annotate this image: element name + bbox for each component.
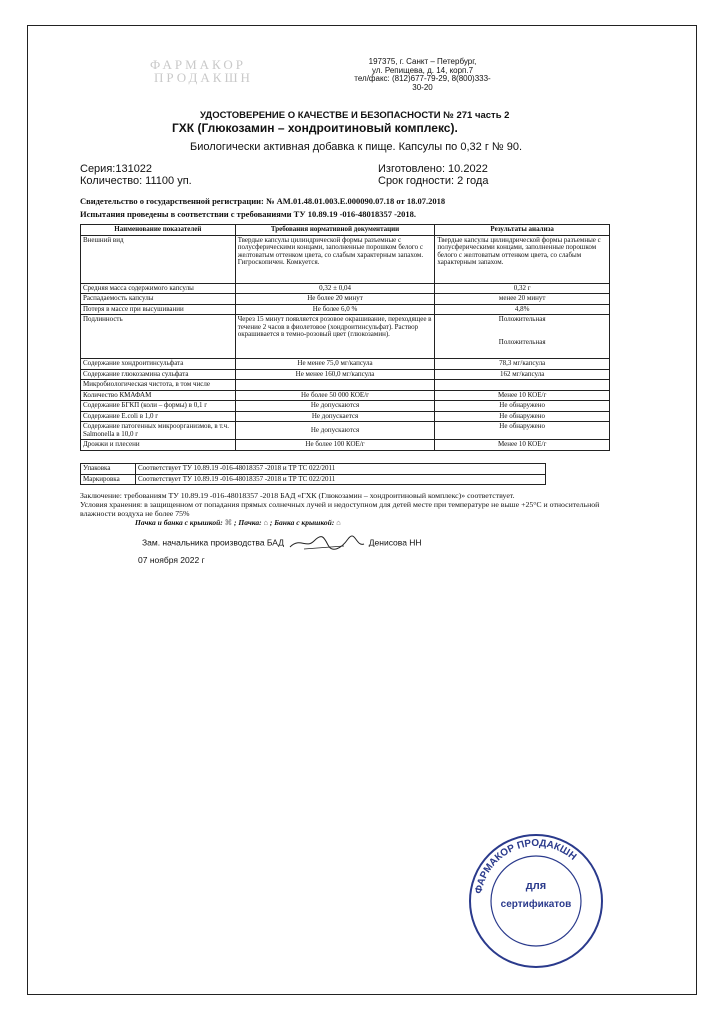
packaging-table xyxy=(80,463,546,485)
header-requirements: Требования нормативной документации xyxy=(235,225,435,236)
address-line: тел/факс: (812)677-79-29, 8(800)333- xyxy=(354,74,491,83)
cell-requirement: Не более 50 000 КОЕ/г xyxy=(235,390,435,401)
cell-indicator: Содержание глюкозамина сульфата xyxy=(81,369,236,380)
cell-indicator: Распадаемость капсулы xyxy=(81,294,236,305)
mark-icon: ⌂ xyxy=(336,518,341,527)
cell-requirement: Не более 20 минут xyxy=(235,294,435,305)
logo-line-2: ПРОДАКШН xyxy=(154,70,253,85)
cell-requirement: Не менее 75,0 мг/капсула xyxy=(235,359,435,370)
shelf-life: Срок годности: 2 года xyxy=(378,175,489,187)
cell-result: 0,32 г xyxy=(435,283,610,294)
stamp-ring-text: ФАРМАКОР ПРОДАКШН xyxy=(473,837,579,895)
cell-requirement: Не допускаются xyxy=(235,401,435,412)
cell-value: Соответствует ТУ 10.89.19 -016-48018357 -2018 и ТР ТС 022/2011 xyxy=(136,464,546,475)
storage-conditions: Условия хранения: в защищенном от попадания прямых солнечных лучей и недоступном для детей месте при температуре не выше +25°С и относительной влажности воздуха не более 75% xyxy=(80,500,600,518)
address-line: 197375, г. Санкт – Петербург, xyxy=(368,57,477,66)
cell-result: 162 мг/капсула xyxy=(435,369,610,380)
cell-indicator: Содержание патогенных микроорганизмов, в т.ч. Salmonella в 10,0 г xyxy=(81,422,236,440)
cell-result: Не обнаружено xyxy=(435,401,610,412)
table-row xyxy=(81,369,610,380)
cell-indicator: Содержание хондроитинсульфата xyxy=(81,359,236,370)
cell-label: Маркировка xyxy=(81,474,136,485)
table-row xyxy=(81,294,610,305)
cell-indicator: Количество КМАФАМ xyxy=(81,390,236,401)
company-stamp xyxy=(466,831,606,971)
table-row xyxy=(81,380,610,391)
cell-indicator: Микробиологическая чистота, в том числе xyxy=(81,380,236,391)
cell-result xyxy=(435,380,610,391)
conclusion-text: Заключение: требованиям ТУ 10.89.19 -016-48018357 -2018 БАД «ГХК (Глюкозамин – хондроитиновый комплекс)» соответствует. xyxy=(80,491,515,500)
cell-requirement: Не допускается xyxy=(235,411,435,422)
cell-requirement: Твердые капсулы цилиндрической формы разъемные с полусферическими концами, заполненные порошком белого с желтоватым оттенком цвета, со слабым характерным запахом. Гигроскопичен. Комкуется. xyxy=(235,235,435,283)
table-row xyxy=(81,440,610,451)
cell-result: менее 20 минут xyxy=(435,294,610,305)
table-row xyxy=(81,422,610,440)
packaging-seals-line xyxy=(135,518,341,527)
cell-result: Менее 10 КОЕ/г xyxy=(435,440,610,451)
cell-result: 4,8% xyxy=(435,304,610,315)
cell-indicator: Содержание E.coli в 1,0 г xyxy=(81,411,236,422)
table-row xyxy=(81,411,610,422)
cell-indicator: Содержание БГКП (коли – формы) в 0,1 г xyxy=(81,401,236,412)
conclusion xyxy=(80,491,615,518)
address-line: 30-20 xyxy=(412,82,433,92)
cell-requirement xyxy=(235,380,435,391)
cell-indicator: Подлинность xyxy=(81,315,236,359)
table-row xyxy=(81,304,610,315)
cell-result: Менее 10 КОЕ/г xyxy=(435,390,610,401)
stamp-line-2: сертификатов xyxy=(500,899,572,910)
handwritten-signature xyxy=(286,535,366,551)
table-row xyxy=(81,359,610,370)
table-row xyxy=(81,390,610,401)
mark-icon: ⌘ xyxy=(224,518,234,527)
cell-indicator: Дрожжи и плесени xyxy=(81,440,236,451)
cell-indicator: Потеря в массе при высушивании xyxy=(81,304,236,315)
cell-requirement: Не более 100 КОЕ/г xyxy=(235,440,435,451)
cell-requirement: Не менее 160,0 мг/капсула xyxy=(235,369,435,380)
table-row xyxy=(81,235,610,283)
signature-date: 07 ноября 2022 г xyxy=(138,555,205,565)
signer-position: Зам. начальника производства БАД xyxy=(142,537,285,548)
address-line: ул. Репищева, д. 14, корп.7 xyxy=(371,65,474,75)
table-row xyxy=(81,474,546,485)
product-subtitle: Биологически активная добавка к пище. Капсулы по 0,32 г № 90. xyxy=(190,141,523,153)
cell-label: Упаковка xyxy=(81,464,136,475)
header-indicator: Наименование показателей xyxy=(81,225,236,236)
cell-result: Твердые капсулы цилиндрической формы разъемные с полусферическими концами, заполненные порошком белого с желтоватым оттенком цвета, со слабым характерным запахом. xyxy=(435,235,610,283)
quantity: Количество: 11100 уп. xyxy=(80,175,192,187)
company-logo xyxy=(150,58,253,84)
stamp-line-1: для xyxy=(525,880,547,892)
cell-requirement: 0,32 ± 0,04 xyxy=(235,283,435,294)
analysis-table xyxy=(80,224,610,451)
table-row xyxy=(81,283,610,294)
mark-icon: ⌂ xyxy=(263,518,270,527)
cell-result: Положительная Положительная xyxy=(435,315,610,359)
cell-indicator: Внешний вид xyxy=(81,235,236,283)
cell-requirement: Не допускаются xyxy=(235,422,435,440)
tests-line: Испытания проведены в соответствии с требованиями ТУ 10.89.19 -016-48018357 -2018. xyxy=(80,209,417,219)
table-row xyxy=(81,315,610,359)
cell-result: 78,3 мг/капсула xyxy=(435,359,610,370)
cell-requirement: Не более 6,0 % xyxy=(235,304,435,315)
certificate-title: УДОСТОВЕРЕНИЕ О КАЧЕСТВЕ И БЕЗОПАСНОСТИ № 271 часть 2 xyxy=(200,110,510,121)
seal-label-b: ; Пачка: xyxy=(234,518,262,527)
table-header-row xyxy=(81,225,610,236)
cell-requirement: Через 15 минут появляется розовое окрашивание, переходящее в течение 2 часов в фиолетовое (хондроитинсульфат). Раствор окрашивается в темно-розовый цвет (глюкозамин). xyxy=(235,315,435,359)
signature-line xyxy=(142,535,422,551)
table-row xyxy=(81,401,610,412)
series: Серия:131022 xyxy=(80,163,153,175)
manufactured-date: Изготовлено: 10.2022 xyxy=(378,163,488,175)
company-address xyxy=(335,58,510,92)
seal-label-c: ; Банка с крышкой: xyxy=(269,518,335,527)
logo-line-1: ФАРМАКОР xyxy=(150,57,246,72)
seal-label-a: Пачка и банка с крышкой: xyxy=(135,518,223,527)
table-row xyxy=(81,464,546,475)
registration-line: Свидетельство о государственной регистрации: № AM.01.48.01.003.E.000090.07.18 от 18.07.2018 xyxy=(80,196,446,206)
product-title: ГХК (Глюкозамин – хондроитиновый комплекс). xyxy=(172,121,458,135)
cell-indicator: Средняя масса содержимого капсулы xyxy=(81,283,236,294)
header-results: Результаты анализа xyxy=(435,225,610,236)
cell-result: Не обнаружено xyxy=(435,422,610,440)
cell-value: Соответствует ТУ 10.89.19 -016-48018357 -2018 и ТР ТС 022/2011 xyxy=(136,474,546,485)
cell-result: Не обнаружено xyxy=(435,411,610,422)
signer-name: Денисова НН xyxy=(368,537,422,548)
